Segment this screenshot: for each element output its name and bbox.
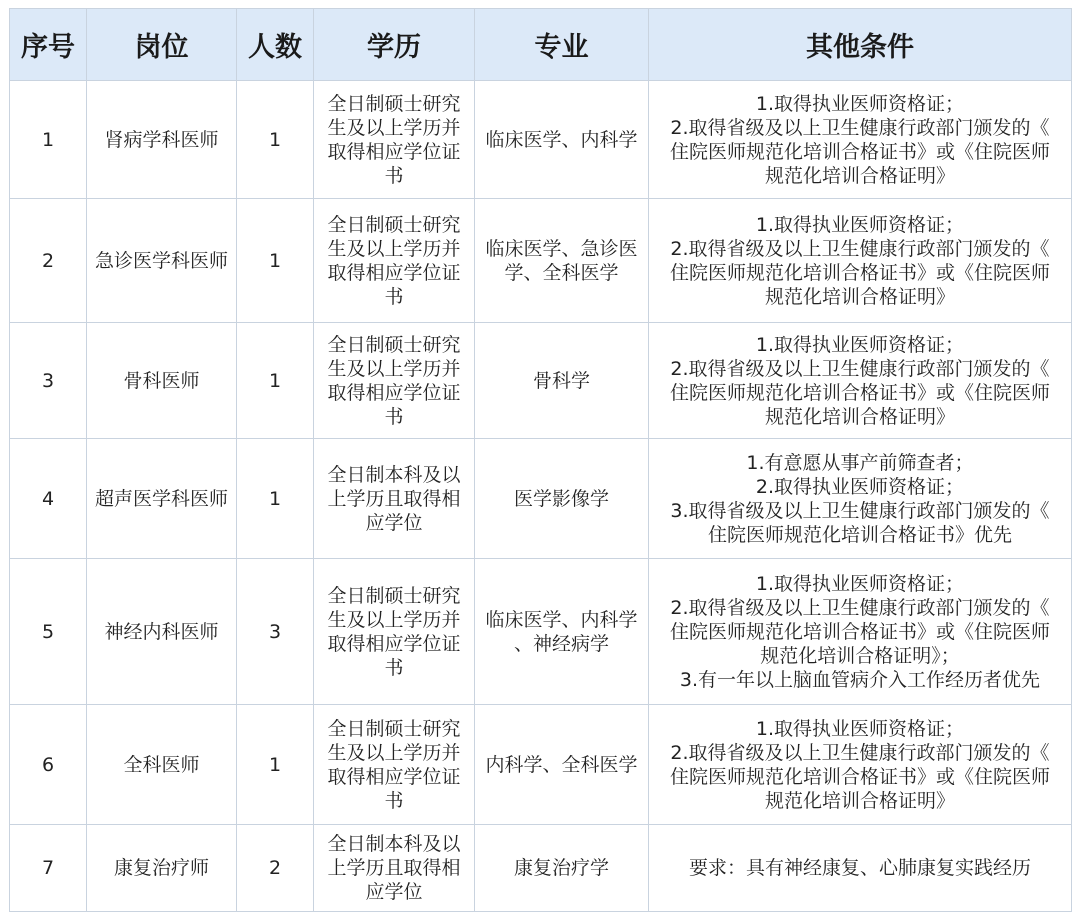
cell-count: 2 xyxy=(237,825,314,912)
cell-education: 全日制本科及以 上学历且取得相 应学位 xyxy=(314,439,475,559)
table-header-row xyxy=(10,9,1072,81)
cell-other: 1.取得执业医师资格证； 2.取得省级及以上卫生健康行政部门颁发的《 住院医师规范化培训合格证书》或《住院医师 规范化培训合格证明》 xyxy=(649,199,1072,323)
header-other: 其他条件 xyxy=(649,9,1072,81)
cell-post: 康复治疗师 xyxy=(87,825,237,912)
cell-major: 医学影像学 xyxy=(475,439,649,559)
cell-count: 3 xyxy=(237,559,314,705)
table-row xyxy=(10,705,1072,825)
table-row xyxy=(10,323,1072,439)
table-row xyxy=(10,559,1072,705)
cell-count: 1 xyxy=(237,81,314,199)
cell-major: 康复治疗学 xyxy=(475,825,649,912)
cell-count: 1 xyxy=(237,439,314,559)
cell-post: 全科医师 xyxy=(87,705,237,825)
cell-other: 1.取得执业医师资格证； 2.取得省级及以上卫生健康行政部门颁发的《 住院医师规范化培训合格证书》或《住院医师 规范化培训合格证明》 xyxy=(649,323,1072,439)
cell-no: 6 xyxy=(10,705,87,825)
cell-no: 4 xyxy=(10,439,87,559)
cell-education: 全日制硕士研究 生及以上学历并 取得相应学位证 书 xyxy=(314,705,475,825)
cell-no: 3 xyxy=(10,323,87,439)
cell-education: 全日制硕士研究 生及以上学历并 取得相应学位证 书 xyxy=(314,559,475,705)
header-no: 序号 xyxy=(10,9,87,81)
table-row xyxy=(10,439,1072,559)
cell-count: 1 xyxy=(237,199,314,323)
cell-post: 急诊医学科医师 xyxy=(87,199,237,323)
table-row xyxy=(10,81,1072,199)
cell-major: 临床医学、急诊医 学、全科医学 xyxy=(475,199,649,323)
cell-other: 1.取得执业医师资格证； 2.取得省级及以上卫生健康行政部门颁发的《 住院医师规范化培训合格证书》或《住院医师 规范化培训合格证明》 xyxy=(649,705,1072,825)
cell-other: 要求：具有神经康复、心肺康复实践经历 xyxy=(649,825,1072,912)
cell-post: 超声医学科医师 xyxy=(87,439,237,559)
cell-other: 1.有意愿从事产前筛查者； 2.取得执业医师资格证； 3.取得省级及以上卫生健康行政部门颁发的《 住院医师规范化培训合格证书》优先 xyxy=(649,439,1072,559)
cell-major: 临床医学、内科学 、神经病学 xyxy=(475,559,649,705)
cell-post: 肾病学科医师 xyxy=(87,81,237,199)
header-major: 专业 xyxy=(475,9,649,81)
cell-major: 临床医学、内科学 xyxy=(475,81,649,199)
cell-other: 1.取得执业医师资格证； 2.取得省级及以上卫生健康行政部门颁发的《 住院医师规范化培训合格证书》或《住院医师 规范化培训合格证明》； 3.有一年以上脑血管病介入工作经历者优先 xyxy=(649,559,1072,705)
cell-education: 全日制硕士研究 生及以上学历并 取得相应学位证 书 xyxy=(314,199,475,323)
cell-education: 全日制硕士研究 生及以上学历并 取得相应学位证 书 xyxy=(314,81,475,199)
cell-no: 1 xyxy=(10,81,87,199)
cell-no: 2 xyxy=(10,199,87,323)
table-row xyxy=(10,825,1072,912)
cell-count: 1 xyxy=(237,323,314,439)
cell-education: 全日制硕士研究 生及以上学历并 取得相应学位证 书 xyxy=(314,323,475,439)
cell-count: 1 xyxy=(237,705,314,825)
header-count: 人数 xyxy=(237,9,314,81)
table-row xyxy=(10,199,1072,323)
cell-no: 5 xyxy=(10,559,87,705)
cell-major: 骨科学 xyxy=(475,323,649,439)
cell-education: 全日制本科及以 上学历且取得相 应学位 xyxy=(314,825,475,912)
cell-major: 内科学、全科医学 xyxy=(475,705,649,825)
cell-post: 神经内科医师 xyxy=(87,559,237,705)
recruitment-table xyxy=(9,8,1072,912)
header-education: 学历 xyxy=(314,9,475,81)
cell-other: 1.取得执业医师资格证； 2.取得省级及以上卫生健康行政部门颁发的《 住院医师规范化培训合格证书》或《住院医师 规范化培训合格证明》 xyxy=(649,81,1072,199)
cell-post: 骨科医师 xyxy=(87,323,237,439)
cell-no: 7 xyxy=(10,825,87,912)
header-post: 岗位 xyxy=(87,9,237,81)
